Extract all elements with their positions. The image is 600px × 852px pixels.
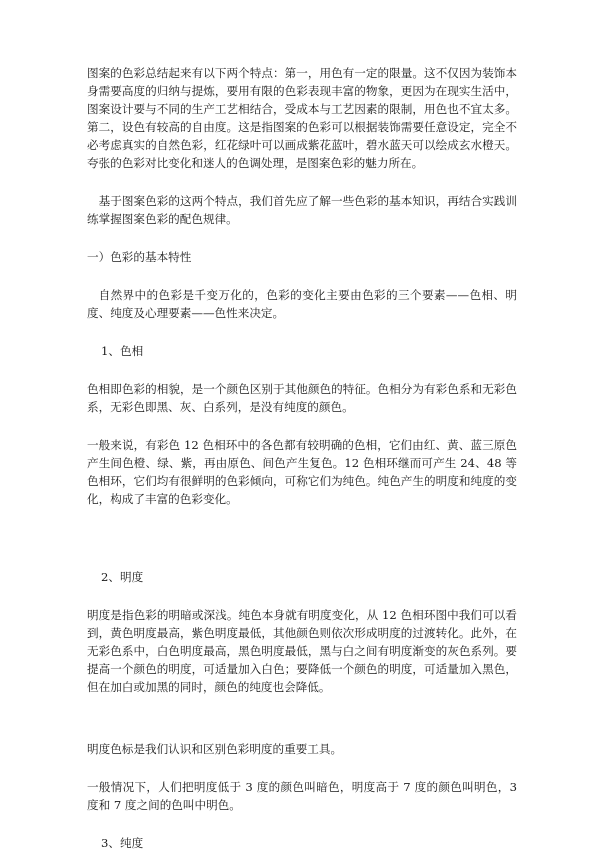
sub-heading-hue: 1、色相 <box>101 344 144 358</box>
paragraph-color-basics-intro: 基于图案色彩的这两个特点，我们首先应了解一些色彩的基本知识，再结合实践训练掌握图案色彩的配色规律。 <box>87 194 517 226</box>
paragraph-pattern-color-features: 图案的色彩总结起来有以下两个特点：第一，用色有一定的限量。这不仅因为装饰本身需要高度的归纳与提炼，要用有限的色彩表现丰富的物象，更因为在现实生活中，图案设计要与不同的生产工艺相结合，受成本与工艺因素的限制，用色也不宜太多。第二，设色有较高的自由度。这是指图案的色彩可以根据装饰需要任意设定，完全不必考虑真实的自然色彩，红花绿叶可以画成紫花蓝叶，碧水蓝天可以绘成玄水橙天。夸张的色彩对比变化和迷人的色调处理，是图案色彩的魅力所在。 <box>87 66 517 170</box>
paragraph-brightness-levels: 一般情况下，人们把明度低于 3 度的颜色叫暗色，明度高于 7 度的颜色叫明色，3 度和 7 度之间的色叫中明色。 <box>87 780 517 812</box>
section-heading-color-properties: 一）色彩的基本特性 <box>87 250 192 264</box>
document-page <box>87 64 517 852</box>
paragraph-hue-definition: 色相即色彩的相貌，是一个颜色区别于其他颜色的特征。色相分为有彩色系和无彩色系，无彩色即黑、灰、白系列，是没有纯度的颜色。 <box>87 382 517 414</box>
sub-heading-saturation: 3、纯度 <box>101 836 144 850</box>
paragraph-brightness-scale: 明度色标是我们认识和区别色彩明度的重要工具。 <box>87 742 343 756</box>
paragraph-brightness-definition: 明度是指色彩的明暗或深浅。纯色本身就有明度变化，从 12 色相环图中我们可以看到，黄色明度最高，紫色明度最低，其他颜色则依次形成明度的过渡转化。此外，在无彩色系中，白色明度最高，黑色明度最低，黑与白之间有明度渐变的灰色系列。要提高一个颜色的明度，可适量加入白色；要降低一个颜色的明度，可适量加入黑色，但在加白或加黑的同时，颜色的纯度也会降低。 <box>87 608 517 694</box>
sub-heading-brightness: 2、明度 <box>101 570 144 584</box>
paragraph-hue-wheel: 一般来说，有彩色 12 色相环中的各色都有较明确的色相，它们由红、黄、蓝三原色产生间色橙、绿、紫，再由原色、间色产生复色。12 色相环继而可产生 24、48 等色相环，它们均有很鲜明的色彩倾向，可称它们为纯色。纯色产生的明度和纯度的变化，构成了丰富的色彩变化。 <box>87 438 517 506</box>
paragraph-color-elements: 自然界中的色彩是千变万化的，色彩的变化主要由色彩的三个要素——色相、明度、纯度及心理要素——色性来决定。 <box>87 288 517 320</box>
